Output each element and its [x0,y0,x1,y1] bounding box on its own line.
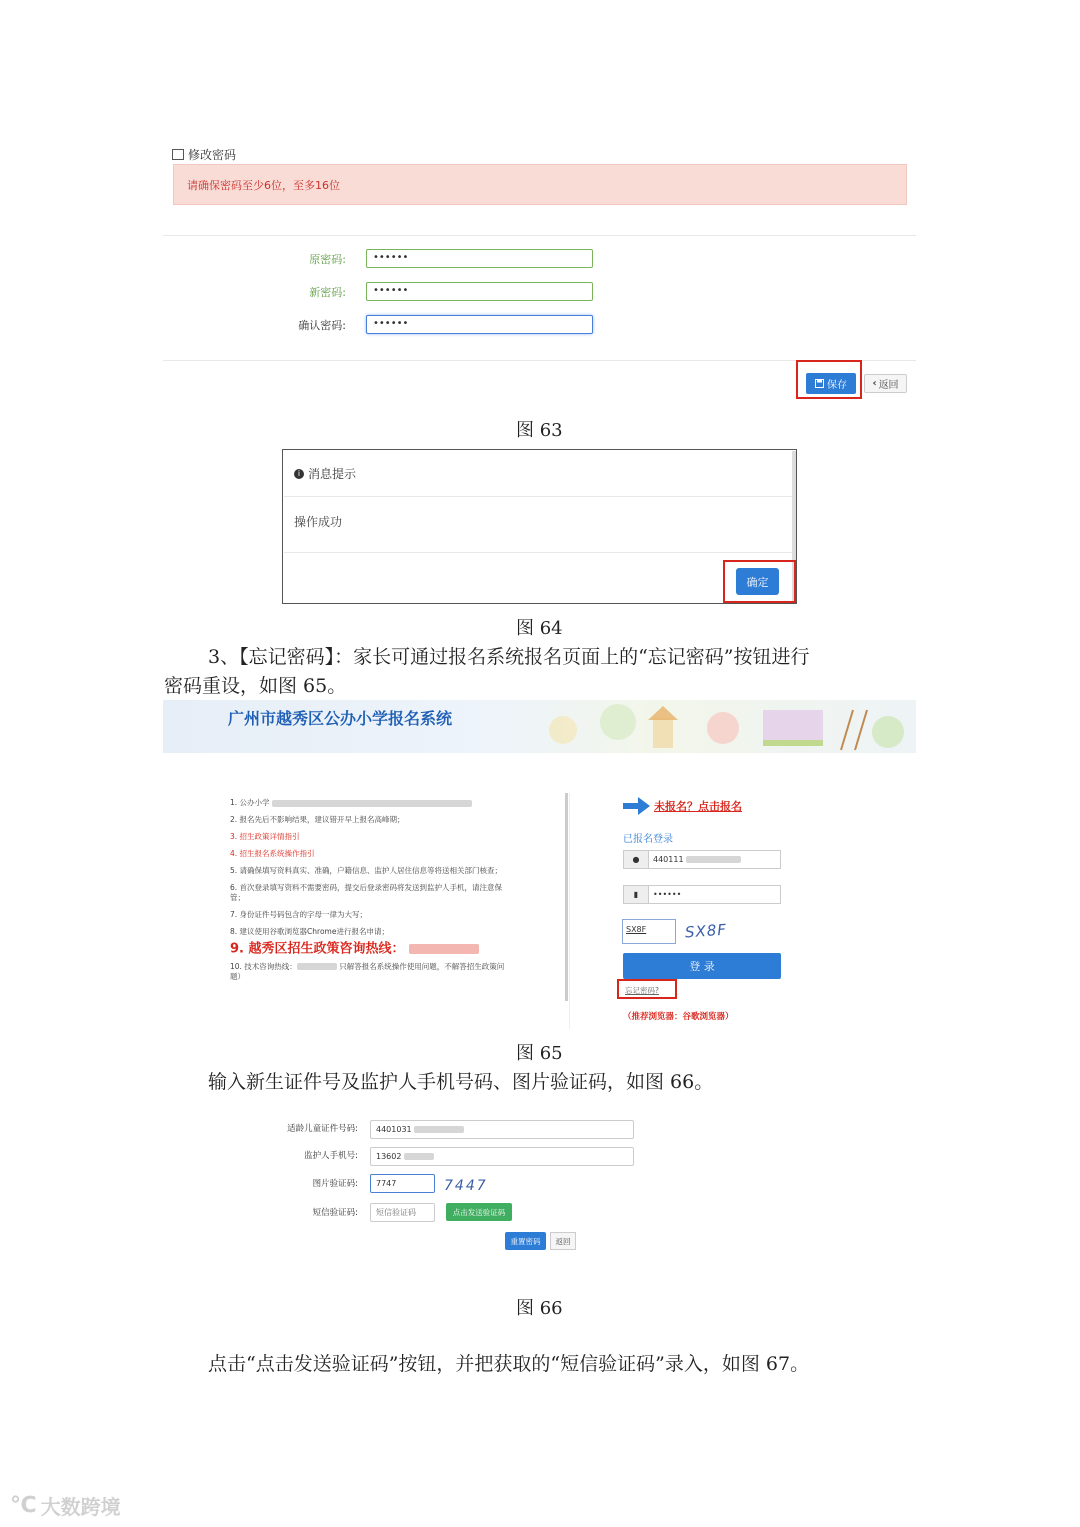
register-link[interactable]: 未报名？点击报名 [654,800,742,813]
hotline-item: 9. 越秀区招生政策咨询热线： [230,944,510,955]
forgot-password-link[interactable]: 忘记密码? [625,986,659,995]
notice-item: 10. 技术咨询热线： 只解答报名系统操作使用问题，不解答招生政策问题） [230,961,505,981]
figure-caption: 图 63 [516,420,563,441]
image-captcha-input[interactable]: 7747 [370,1174,435,1193]
divider [163,235,916,236]
notice-item: 5. 请确保填写资料真实、准确，户籍信息、监护人居住信息等将送相关部门核查； [230,866,503,875]
arrow-right-icon [623,796,651,816]
notice-list [230,798,510,989]
captcha-input[interactable]: SX8F [622,919,676,944]
child-id-input[interactable]: 4401031 [370,1120,634,1139]
notice-item: 2. 报名先后不影响结果，建议错开早上报名高峰期； [230,815,405,824]
operation-guide-link[interactable]: 4. 招生报名系统操作指引 [230,849,315,858]
lock-icon: ▮ [624,886,649,903]
new-password-label: 新密码: [309,286,346,299]
password-rule-alert: 请确保密码至少6位，至多16位 [173,164,907,205]
chevron-left-icon: ‹ [872,378,877,389]
save-button[interactable]: 保存 [806,373,856,394]
guardian-phone-input[interactable]: 13602 [370,1147,634,1166]
watermark: ℃ 大数跨境 [10,1493,121,1519]
return-button[interactable]: 返回 [550,1232,576,1250]
info-circle-icon: i [294,469,304,479]
notice-item: 1. 公办小学 [230,798,510,808]
sms-code-label: 短信验证码: [312,1208,358,1218]
old-password-input[interactable]: •••••• [366,249,593,268]
notice-item: 6. 首次登录填写资料不需要密码，提交后登录密码将发送到监护人手机，请注意保管； [230,883,503,902]
change-password-title: 修改密码 [172,146,236,163]
body-text: 密码重设，如图 65。 [164,675,347,697]
confirm-button[interactable]: 确定 [736,568,779,595]
dialog-title: i 消息提示 [294,465,356,482]
old-password-label: 原密码: [309,253,346,266]
body-text: 输入新生证件号及监护人手机号码、图片验证码，如图 66。 [208,1071,714,1093]
message-dialog [282,449,797,604]
watermark-logo-icon: ℃ [10,1493,37,1518]
image-captcha-label: 图片验证码: [312,1179,358,1189]
child-id-label: 适龄儿童证件号码: [287,1124,358,1134]
notice-item: 7. 身份证件号码包含的字母一律为大写； [230,910,368,919]
form-icon [172,149,184,160]
policy-guide-link[interactable]: 3. 招生政策详情指引 [230,832,300,841]
new-password-input[interactable]: •••••• [366,282,593,301]
login-heading: 已报名登录 [623,834,673,845]
confirm-password-label: 确认密码: [298,319,346,332]
send-code-button[interactable]: 点击发送验证码 [446,1203,512,1221]
password-input[interactable]: ▮ •••••• [623,885,781,904]
register-link-row[interactable] [623,796,742,816]
reset-password-button[interactable]: 重置密码 [505,1232,546,1250]
user-icon: ● [624,851,649,868]
guardian-phone-label: 监护人手机号: [304,1151,358,1161]
figure-caption: 图 64 [516,618,563,639]
notice-item: 8. 建议使用谷歌浏览器Chrome进行报名申请； [230,927,389,936]
dialog-message: 操作成功 [294,515,343,529]
id-number-input[interactable]: ● 440111 [623,850,781,869]
login-button[interactable]: 登 录 [623,953,781,979]
divider [284,552,794,553]
captcha-image[interactable]: 7447 [444,1178,488,1194]
back-button[interactable]: ‹ 返回 [864,374,907,393]
body-text: 点击“点击发送验证码”按钮，并把获取的“短信验证码”录入，如图 67。 [208,1353,810,1375]
sms-code-input[interactable] [370,1203,435,1222]
system-title: 广州市越秀区公办小学报名系统 [228,709,453,728]
confirm-password-input[interactable]: •••••• [366,315,593,334]
figure-caption: 图 66 [516,1298,563,1319]
captcha-image[interactable]: SX8F [684,920,728,942]
divider [284,496,794,497]
banner-illustration [523,700,916,753]
figure-caption: 图 65 [516,1043,563,1064]
divider [569,793,570,1029]
body-text: 3、【忘记密码】：家长可通过报名系统报名页面上的“忘记密码”按钮进行 [208,646,810,668]
notice-scrollbar[interactable] [565,793,568,1001]
browser-note: （推荐浏览器：谷歌浏览器） [623,1012,734,1022]
floppy-disk-icon [815,379,824,388]
